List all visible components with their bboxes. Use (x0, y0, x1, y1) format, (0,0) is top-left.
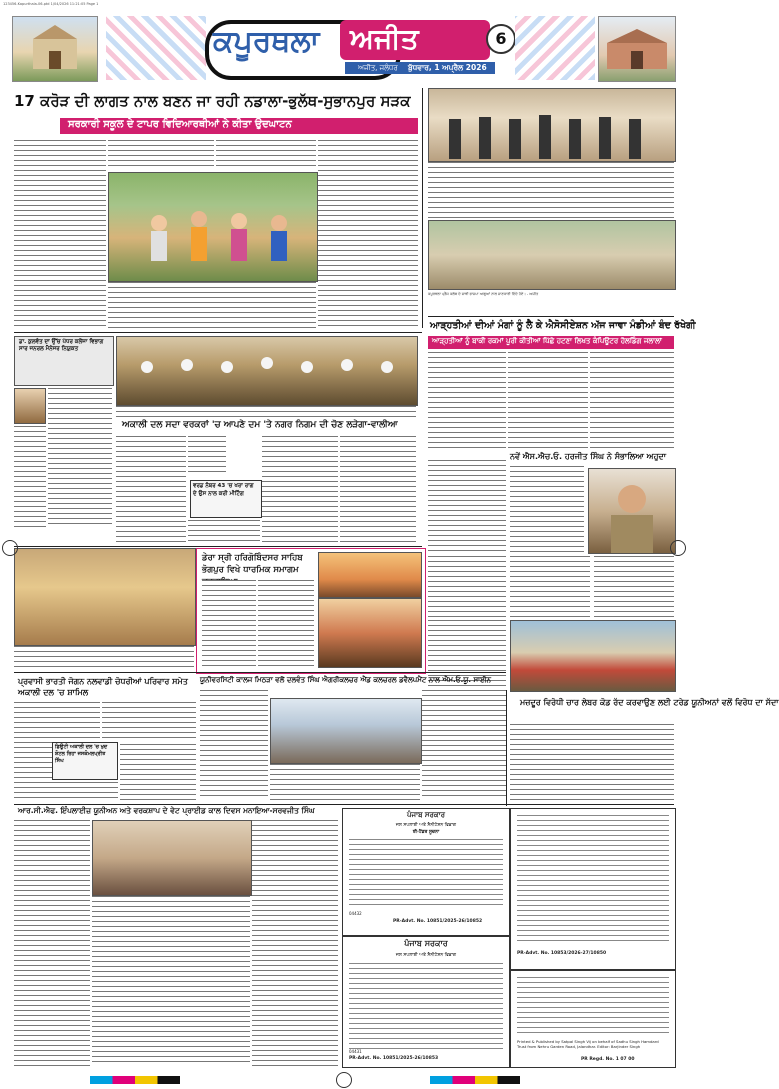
masthead-pattern-left (106, 16, 206, 80)
right-lower-column-2 (510, 556, 590, 618)
column-rule-1 (422, 88, 423, 328)
color-bar-left (90, 1076, 180, 1084)
akali-column-2b (188, 520, 260, 544)
labour-headline: ਮਜ਼ਦੂਰ ਵਿਰੋਧੀ ਚਾਰ ਲੇਬਰ ਕੋਡ ਰੱਦ ਕਰਵਾਉਣ ਲਈ ਟਰੇਡ ਯੂਨੀਅਨਾਂ ਵਲੋਂ ਵਿਰੋਧ ਦਾ ਸੱਦਾ (520, 698, 779, 707)
notice-body (517, 815, 669, 945)
dr-box (14, 336, 114, 386)
masthead (10, 12, 677, 84)
right-lower-column-3 (594, 556, 674, 618)
ad1-tender: ਈ-ਟੈਂਡਰ ਸੂਚਨਾ (412, 830, 440, 835)
palace-icon (599, 17, 675, 81)
crowd-icon (109, 173, 317, 281)
rcf-photo (92, 820, 252, 896)
akali-pull-quote: ਵਰਡ ਨੰਬਰ 43 'ਚ ਖਰਾ ਰਾਗ ਦੇ ਉਸ ਨਾਲ ਕਰੀ ਮੀਟਿੰਗ (193, 483, 254, 497)
registration-mark-bottom (336, 1072, 352, 1088)
sho-column-1 (428, 460, 506, 552)
ad1-phone: 04432 (349, 911, 362, 916)
dera-column-1 (202, 580, 256, 666)
pravasi-pull-quote: ਡਿਊਟੀ ਅਕਾਲੀ ਦਲ 'ਚ ਖੁਦ ਸ਼ੋਟਲ ਰਿਹਾ ਜਸਕੋਮਲਪ੍ਰੀਤ ਸਿੰਘ (55, 744, 108, 764)
row-rule-3 (14, 672, 506, 673)
punjab-sarkar-ad-1 (342, 808, 510, 936)
lead-photo-caption (108, 282, 316, 328)
university-photo (270, 698, 422, 764)
imprint-note: Printed & Published by Satpal Singh Vij on behalf of Sadhu Singh Hamdard Trust from Nehru Garden Road, Jalandhar. Editor: Barjinder Singh (517, 1039, 659, 1049)
masthead-subtitle: ਅਜੀਤ, ਜਲੰਧਰ (358, 64, 398, 72)
ad2-title: ਪੰਜਾਬ ਸਰਕਾਰ (404, 939, 448, 948)
registration-mark-left (2, 540, 18, 556)
sho-headline: ਨਵੇਂ ਐਸ.ਐਚ.ਓ. ਹਰਜੀਤ ਸਿੰਘ ਨੇ ਸੰਭਾਲਿਆ ਅਹੁਦਾ (510, 452, 667, 461)
university-headline: ਯੂਨੀਵਰਸਿਟੀ ਕਾਲਜ ਮਿਠੜਾ ਵਲੋਂ ਦਲਵੰਤ ਸਿੰਘ ਐਗਰੀਕਲਚਰ ਐਂਡ ਕਲਚਰਲ ਡਵੈਲਪਮੈਂਟ ਨਾਲ ਐਮ.ਓ.ਯੂ. ਸਾਈਨ (200, 676, 492, 684)
dera-headline: ਡੇਰਾ ਸ੍ਰੀ ਹਰਿਗੋਬਿੰਦਸਰ ਸਾਹਿਬ ਭੋਗਪੁਰ ਵਿਖੇ ਧਾਰਮਿਕ ਸਮਾਗਮ (202, 553, 303, 575)
dera-left-caption (14, 646, 194, 670)
lead-column-3a (216, 140, 316, 170)
rcf-column-2 (92, 896, 250, 1066)
rcf-column-3 (252, 820, 338, 1066)
lead-column-4 (318, 140, 418, 328)
rcf-headline: ਆਰ.ਸੀ.ਐਫ. ਇੰਪਲਾਈਜ਼ ਯੂਨੀਅਨ ਅਤੇ ਵਰਕਸ਼ਾਪ ਦੇ ਵੇਟ ਪ੍ਰਾਈਡ ਕਾਲ ਦਿਵਸ ਮਨਾਇਆ-ਸਰਵਜੀਤ ਸਿੰਘ (18, 806, 315, 815)
arhtiya-column-1 (428, 352, 506, 452)
arhtiya-column-2 (508, 352, 588, 452)
arhtiya-headline: ਆੜ੍ਹਤੀਆਂ ਦੀਆਂ ਮੰਗਾਂ ਨੂੰ ਲੈ ਕੇ ਐਸੋਸੀਏਸ਼ਨ ਅੱਜ ਜਾਵਾ ਮੰਡੀਆਂ ਬੰਦ ਰੱਖੇਗੀ (430, 320, 696, 331)
university-column-2 (422, 690, 506, 800)
pravasi-headline: ਪ੍ਰਵਾਸੀ ਭਾਰਤੀ ਜੋਗਨ ਨਲਵਾਡੀ ਚੋਧਰੀਆਂ ਪਰਿਵਾਰ ਸਮੇਤ ਅਕਾਲੀ ਦਲ 'ਚ ਸ਼ਾਮਿਲ (18, 677, 188, 697)
imprint-pr-number: PR Regd. No. 1 07 00 (581, 1057, 635, 1062)
group-photo-icon (429, 89, 675, 161)
lead-column-2a (108, 140, 214, 170)
notice-pr-number: PR-Advt. No. 10853/2026-27/10850 (517, 951, 607, 956)
ad2-dept: ਜਲ ਸਪਲਾਈ ਅਤੇ ਸੈਨੀਟੇਸ਼ਨ ਵਿਭਾਗ (395, 953, 457, 958)
column-rule-2 (506, 690, 507, 806)
dera-left-photo (14, 548, 196, 646)
officer-portrait-icon (589, 469, 675, 553)
university-caption (270, 764, 420, 800)
lead-photo (108, 172, 318, 282)
sho-column-2 (510, 466, 584, 552)
right-second-photo (428, 220, 676, 290)
akali-column-2a (188, 436, 226, 476)
labour-text (510, 724, 674, 800)
temple-icon (13, 17, 97, 81)
dera-column-2 (258, 580, 314, 666)
akali-caption (116, 406, 416, 418)
row-rule-4 (14, 804, 674, 805)
pravasi-column-1b (14, 782, 118, 800)
ad2-phone: 04431 (349, 1049, 362, 1054)
rcf-column-1 (14, 820, 90, 1066)
right-top-photo (428, 88, 676, 162)
color-bar-right (430, 1076, 520, 1084)
pravasi-column-2a (102, 702, 196, 742)
sho-photo (588, 468, 676, 554)
arhtiya-column-3 (590, 352, 674, 452)
row-rule-1 (14, 332, 422, 333)
lead-column-1 (14, 140, 106, 328)
akali-photo (116, 336, 418, 406)
masthead-left-photo (12, 16, 98, 82)
right-top-caption (428, 162, 674, 218)
akali-column-1 (116, 436, 186, 544)
ad1-title: ਪੰਜਾਬ ਸਰਕਾਰ (406, 811, 445, 819)
masthead-right-photo (598, 16, 676, 82)
meeting-icon (117, 337, 417, 405)
dr-text-left (14, 426, 46, 528)
university-column-1 (200, 690, 268, 800)
right-second-caption: ਕਪੂਰਥਲਾ ਪ੍ਰੈਸ ਕਲੱਬ ਦੇ ਸਾਥੀ ਭਾਜਪਾ ਆਗੂਆਂ ਨਾਲ ਜਾਣਕਾਰੀ ਦਿੰਦੇ ਹੋਏ। - ਅਜੀਤ (428, 292, 539, 296)
dr-headline: ਡਾ. ਕੁਲਵੰਤ ਦਾ ਉੱਚ ਪੱਧਰ ਕਲੋਂਜਾ ਵਿਭਾਗ ਸਾਰ ਜਨਰਲ ਮੈਨੇਜਰ ਨਿਯੁਕਤ (19, 339, 104, 352)
dera-top-photo (318, 552, 422, 598)
labour-photo (510, 620, 676, 692)
akali-headline: ਅਕਾਲੀ ਦਲ ਸਦਾ ਵਰਕਰਾਂ 'ਚ ਆਪਣੇ ਦਮ 'ਤੇ ਨਗਰ ਨਿਗਮ ਦੀ ਚੋਣ ਲੜੇਗਾ-ਵਾਲੀਆ (122, 420, 398, 430)
ad2-pr-number: PR-Advt. No. 10851/2025-26/10853 (349, 1056, 439, 1061)
imprint-box (510, 970, 676, 1068)
masthead-pattern-right (515, 16, 595, 80)
lead-subheadline: ਸਰਕਾਰੀ ਸਕੂਲ ਦੇ ਟਾਪਰ ਵਿਦਿਆਰਥੀਆਂ ਨੇ ਕੀਤਾ ਉਦਘਾਟਨ (68, 119, 292, 130)
pravasi-column-2b (120, 744, 196, 800)
right-lower-column-1 (428, 556, 506, 618)
lead-headline: 17 ਕਰੋੜ ਦੀ ਲਾਗਤ ਨਾਲ ਬਣਨ ਜਾ ਰਹੀ ਨਡਾਲਾ-ਭੁਲੱਥ-ਸੁਭਾਨਪੁਰ ਸੜਕ (14, 92, 411, 110)
dr-portrait (14, 388, 46, 424)
notice-ad-right (510, 808, 676, 970)
akali-column-3 (262, 436, 338, 544)
ad1-body (349, 839, 503, 909)
ad1-pr-number: PR-Advt. No. 10851/2025-26/10852 (393, 919, 483, 924)
arhtiya-subheadline: ਆੜ੍ਹਤੀਆਂ ਨੂੰ ਬਾਕੀ ਰਕਮਾਂ ਪੂਰੀ ਕੀਤੀਆਂ ਪਿੱਛੇ ਹਟਣਾ ਲਿਖਤ ਕੰਪਿਊਟਰ ਹੋਲਡਿੰਗ ਜਲਾਲਾਂ (432, 337, 662, 345)
ad1-dept: ਜਲ ਸਪਲਾਈ ਅਤੇ ਸੈਨੀਟੇਸ਼ਨ ਵਿਭਾਗ (395, 823, 457, 828)
row-rule-right (428, 316, 674, 317)
masthead-title-right: ਅਜੀਤ (350, 22, 419, 55)
row-rule-2 (14, 546, 422, 547)
dera-bottom-photo (318, 598, 422, 668)
registration-mark-right (670, 540, 686, 556)
page-number: 6 (486, 24, 516, 54)
punjab-sarkar-ad-2 (342, 936, 510, 1068)
akali-column-4 (340, 436, 416, 544)
imprint-body (517, 977, 669, 1037)
masthead-date: ਬੁੱਧਵਾਰ, 1 ਅਪ੍ਰੈਲ 2026 (408, 63, 487, 72)
ad2-body (349, 963, 503, 1049)
print-slug: 123456-Kapurthala-06-ptd 1/04/2026 11:21:05 Page 1 (3, 2, 99, 6)
dr-text (48, 388, 112, 528)
masthead-title-left: ਕਪੂਰਥਲਾ (213, 24, 320, 59)
